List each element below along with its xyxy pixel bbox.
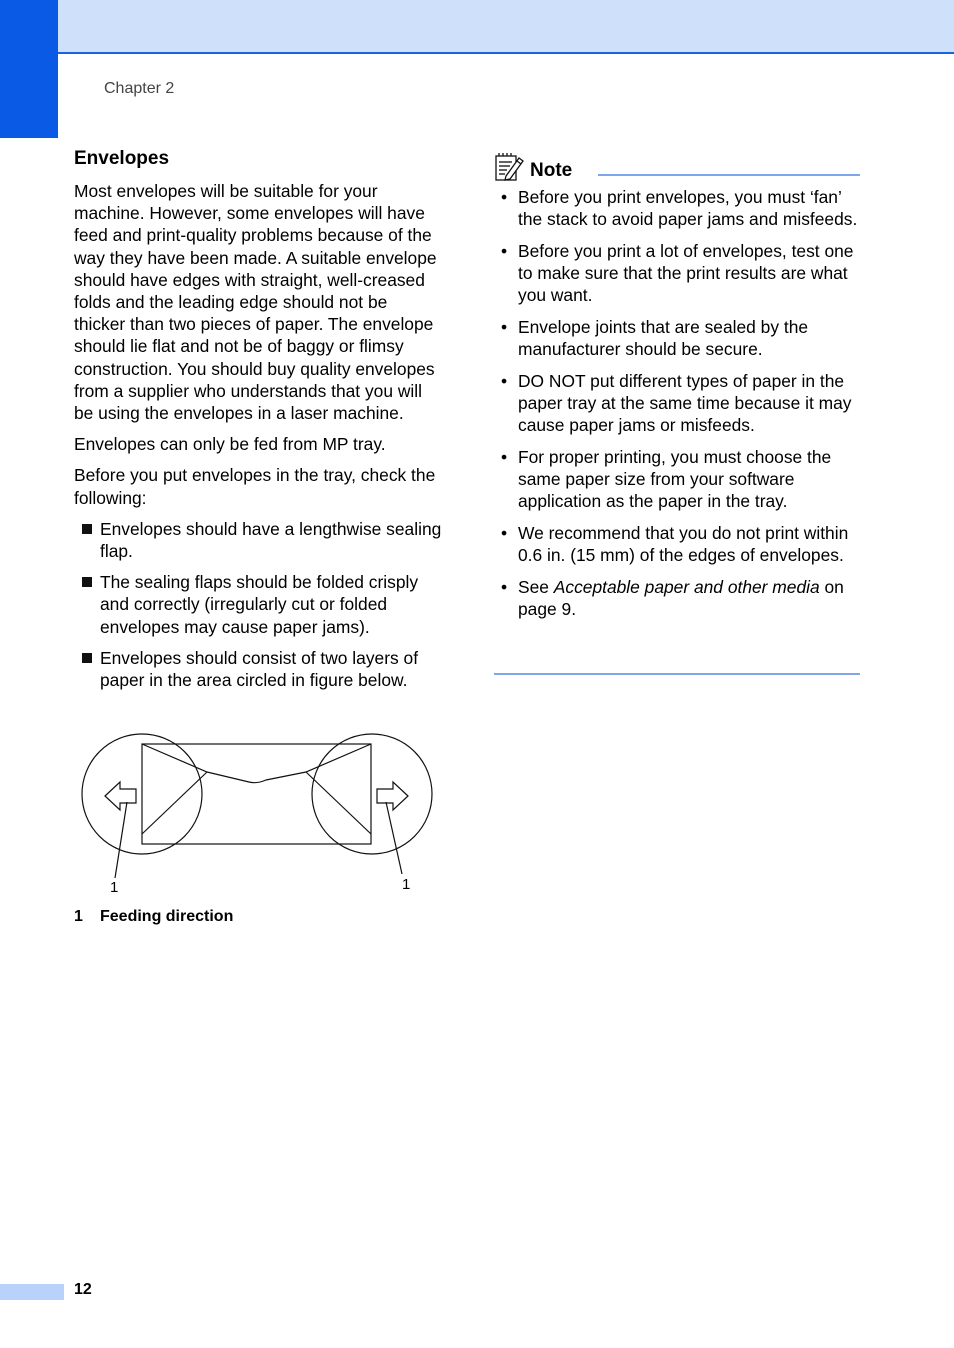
envelope-flap [142, 744, 371, 783]
list-item [74, 647, 442, 691]
note-item [494, 240, 860, 307]
paragraph: Most envelopes will be suitable for your machine. However, some envelopes will have feed and print-quality problems because of the way they have been made. A suitable envelope should have edges with straight, well-creased folds and the leading edge should not be thicker than two pieces of paper. The envelope should lie flat and not be of baggy or flimsy construction. You should buy quality envelopes from a supplier who understands that you will be using the envelopes in a laser machine. [74, 181, 437, 424]
chapter-label: Chapter 2 [104, 80, 175, 97]
note-top-rule [598, 174, 860, 176]
callout-line-right [386, 802, 402, 874]
note-item [494, 446, 860, 513]
page-number-bar [0, 1284, 64, 1300]
see-suffix: on page 9. [518, 577, 844, 620]
circle-right [312, 734, 432, 854]
note-item [494, 316, 860, 360]
envelopes-section [74, 148, 442, 700]
bullet-dot-icon: • [501, 370, 508, 391]
fold-line-left [142, 772, 207, 834]
note-item-text: We recommend that you do not print within 0.6 in. (15 mm) of the edges of envelopes. [518, 523, 849, 566]
note-list [494, 186, 860, 620]
note-item-text: DO NOT put different types of paper in the paper tray at the same time because it may cause paper jams or misfeeds. [518, 370, 852, 436]
cross-reference-link[interactable]: Acceptable paper and other media [553, 577, 820, 598]
bullet-dot-icon: • [501, 577, 508, 598]
note-item [494, 186, 860, 230]
arrow-right-icon [377, 782, 408, 810]
fold-line-right [306, 772, 371, 834]
header-band [58, 0, 954, 54]
section-title: Envelopes [74, 148, 170, 169]
note-item [494, 576, 860, 620]
arrow-left-icon [105, 782, 136, 810]
list-item [74, 571, 442, 638]
figure-caption [74, 908, 233, 926]
note-pencil-icon [494, 152, 524, 182]
bullet-dot-icon: • [501, 187, 508, 207]
list-item-text: Envelopes should have a lengthwise sealing flap. [100, 518, 442, 562]
note-header [494, 152, 860, 184]
callout-label-right: 1 [402, 876, 411, 893]
note-bottom-rule [494, 673, 860, 675]
paragraph: Envelopes can only be fed from MP tray. [74, 434, 386, 455]
list-item-text: Envelopes should consist of two layers of paper in the area circled in figure below. [100, 647, 419, 691]
callout-label-left: 1 [110, 879, 119, 896]
bullet-dot-icon: • [501, 523, 508, 544]
note-box [494, 152, 860, 630]
note-item [494, 370, 860, 437]
caption-text: Feeding direction [100, 908, 234, 925]
caption-number: 1 [74, 908, 83, 925]
note-item-text: For proper printing, you must choose the same paper size from your software application as the paper in the tray. [518, 447, 832, 512]
list-item-text: The sealing flaps should be folded crisply and correctly (irregularly cut or folded envelopes may cause paper jams). [100, 572, 419, 637]
note-item-text: Envelope joints that are sealed by the manufacturer should be secure. [518, 317, 809, 360]
square-bullet-icon [82, 577, 92, 587]
bullet-dot-icon: • [501, 317, 508, 338]
envelope-diagram [74, 724, 444, 898]
callout-line-left [115, 802, 127, 878]
note-item-text: Before you print envelopes, you must ‘fan’ the stack to avoid paper jams and misfeeds. [518, 187, 858, 230]
see-prefix: See [518, 577, 554, 598]
note-item [494, 522, 860, 566]
bullet-dot-icon: • [501, 447, 508, 468]
paragraph: Before you put envelopes in the tray, check the following: [74, 465, 436, 508]
note-title: Note [530, 160, 573, 181]
chapter-tab [0, 0, 58, 138]
square-bullet-icon [82, 653, 92, 663]
page-number: 12 [74, 1281, 92, 1298]
checklist [74, 518, 442, 691]
envelope-figure [74, 724, 444, 898]
list-item [74, 518, 442, 562]
square-bullet-icon [82, 524, 92, 534]
note-item-text: Before you print a lot of envelopes, test one to make sure that the print results are what you want. [518, 240, 854, 306]
bullet-dot-icon: • [501, 240, 508, 261]
